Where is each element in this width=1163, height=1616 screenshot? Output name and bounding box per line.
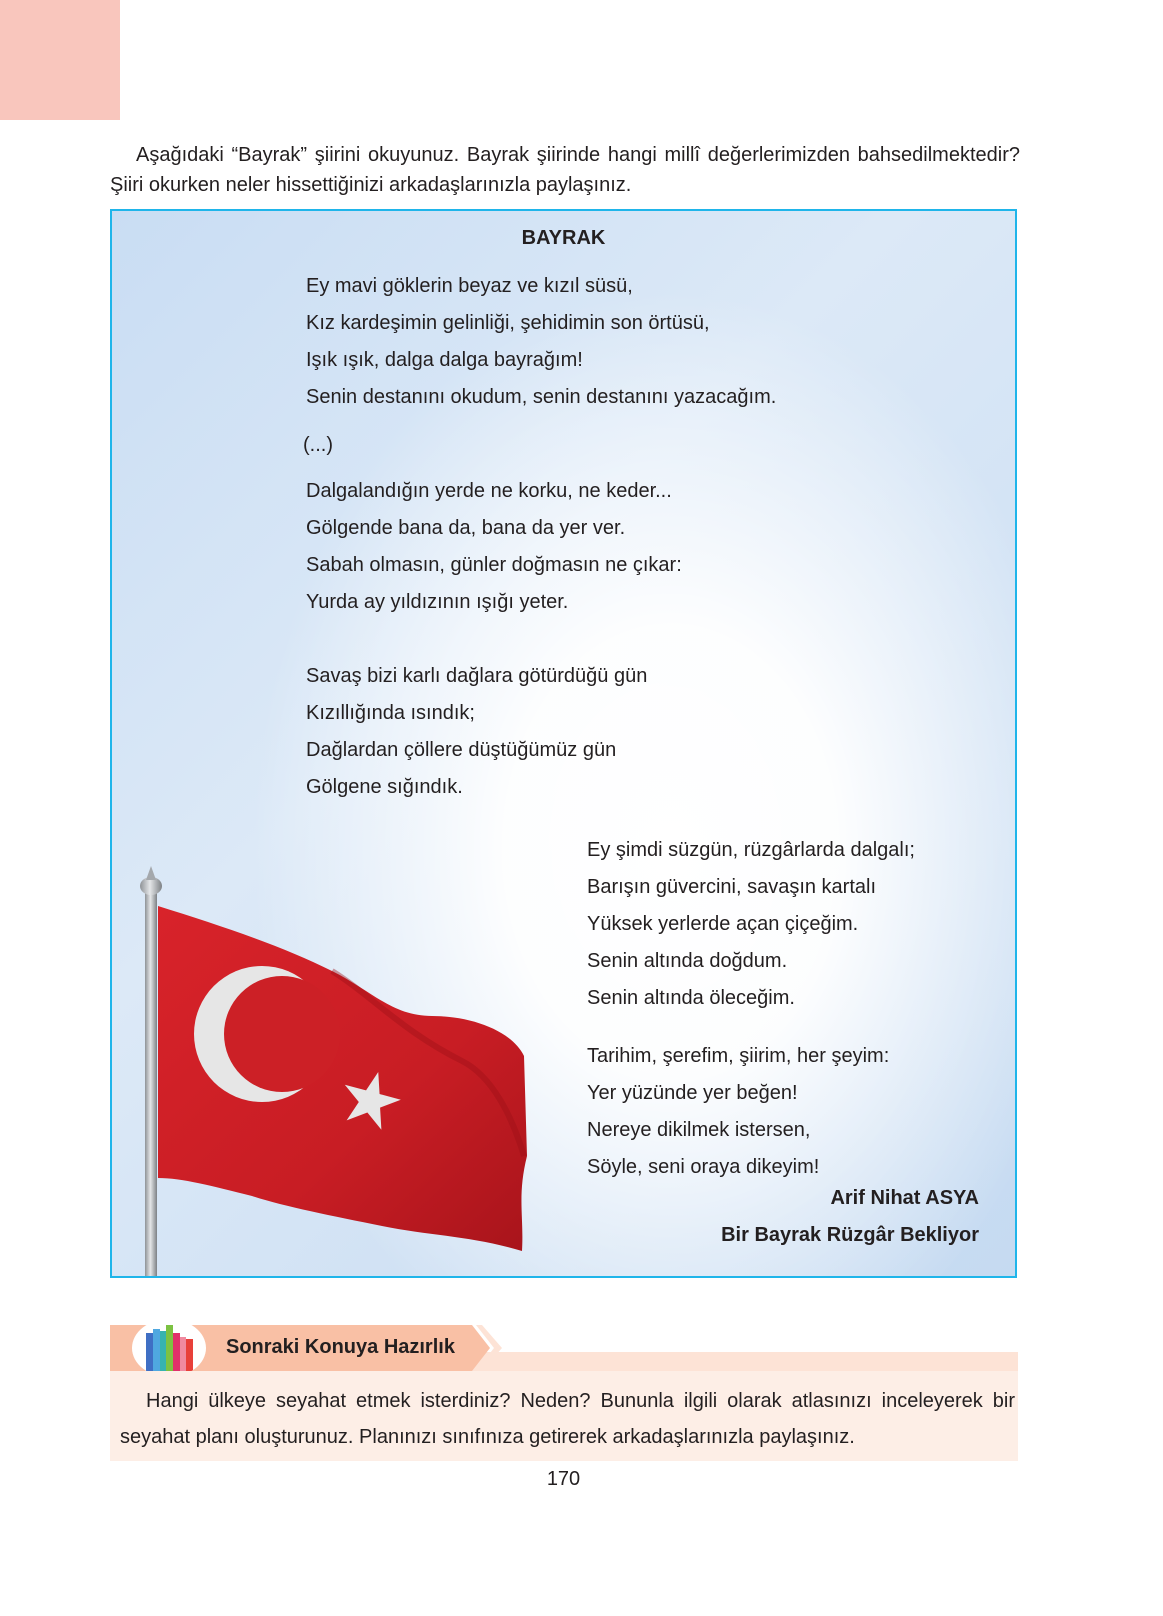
poem-line: Dalgalandığın yerde ne korku, ne keder... [306,480,672,502]
turkish-flag-icon [132,856,532,1276]
poem-line: Yurda ay yıldızının ışığı yeter. [306,591,569,613]
poem-line: Gölgende bana da, bana da yer ver. [306,517,626,539]
books-icon [132,1319,206,1377]
poem-line: Kızıllığında ısındık; [306,702,475,724]
poem-line: Senin destanını okudum, senin destanını yazacağım. [306,386,777,408]
poem-line: Tarihim, şerefim, şiirim, her şeyim: [587,1045,890,1067]
poem-line: Gölgene sığındık. [306,776,463,798]
page-corner-tab [0,0,120,120]
poem-line: Senin altında öleceğim. [587,987,795,1009]
stanza-3 [306,658,647,806]
poem-line: Ey mavi göklerin beyaz ve kızıl süsü, [306,275,633,297]
poem-line: Yer yüzünde yer beğen! [587,1082,798,1104]
next-topic-paragraph: Hangi ülkeye seyahat etmek isterdiniz? Neden? Bununla ilgili olarak atlasınızı inceleyerek bir seyahat planı oluşturunuz. Planınızı sınıfınıza getirerek arkadaşlarınızla paylaşınız. [120,1390,1015,1448]
next-topic-title: Sonraki Konuya Hazırlık [226,1336,455,1358]
poem-author: Arif Nihat ASYA [830,1187,979,1209]
stanza-4 [587,832,915,1017]
next-topic-text [120,1383,1015,1455]
poem-line: Yüksek yerlerde açan çiçeğim. [587,913,859,935]
poem-line: Kız kardeşimin gelinliği, şehidimin son örtüsü, [306,312,710,334]
poem-line: Barışın güvercini, savaşın kartalı [587,876,877,898]
intro-paragraph [110,140,1020,200]
poem-line: Nereye dikilmek istersen, [587,1119,811,1141]
page-number: 170 [546,1468,581,1490]
poem-source: Bir Bayrak Rüzgâr Bekliyor [721,1224,979,1246]
stanza-5 [587,1038,889,1186]
next-topic-body [110,1371,1018,1461]
poem-line: Söyle, seni oraya dikeyim! [587,1156,820,1178]
poem-ellipsis: (...) [303,434,333,456]
poem-box [110,209,1017,1278]
intro-text: Aşağıdaki “Bayrak” şiirini okuyunuz. Bayrak şiirinde hangi millî değerlerimizden bahsedilmektedir? Şiiri okurken neler hissettiğinizi arkadaşlarınızla paylaşınız. [110,144,1020,196]
poem-line: Işık ışık, dalga dalga bayrağım! [306,349,583,371]
poem-line: Senin altında doğdum. [587,950,788,972]
poem-line: Ey şimdi süzgün, rüzgârlarda dalgalı; [587,839,915,861]
next-topic-header [110,1325,1018,1371]
stanza-1 [306,268,776,416]
poem-line: Savaş bizi karlı dağlara götürdüğü gün [306,665,648,687]
poem-line: Sabah olmasın, günler doğmasın ne çıkar: [306,554,682,576]
stanza-2 [306,473,682,621]
poem-line: Dağlardan çöllere düştüğümüz gün [306,739,617,761]
poem-title: BAYRAK [521,227,606,249]
